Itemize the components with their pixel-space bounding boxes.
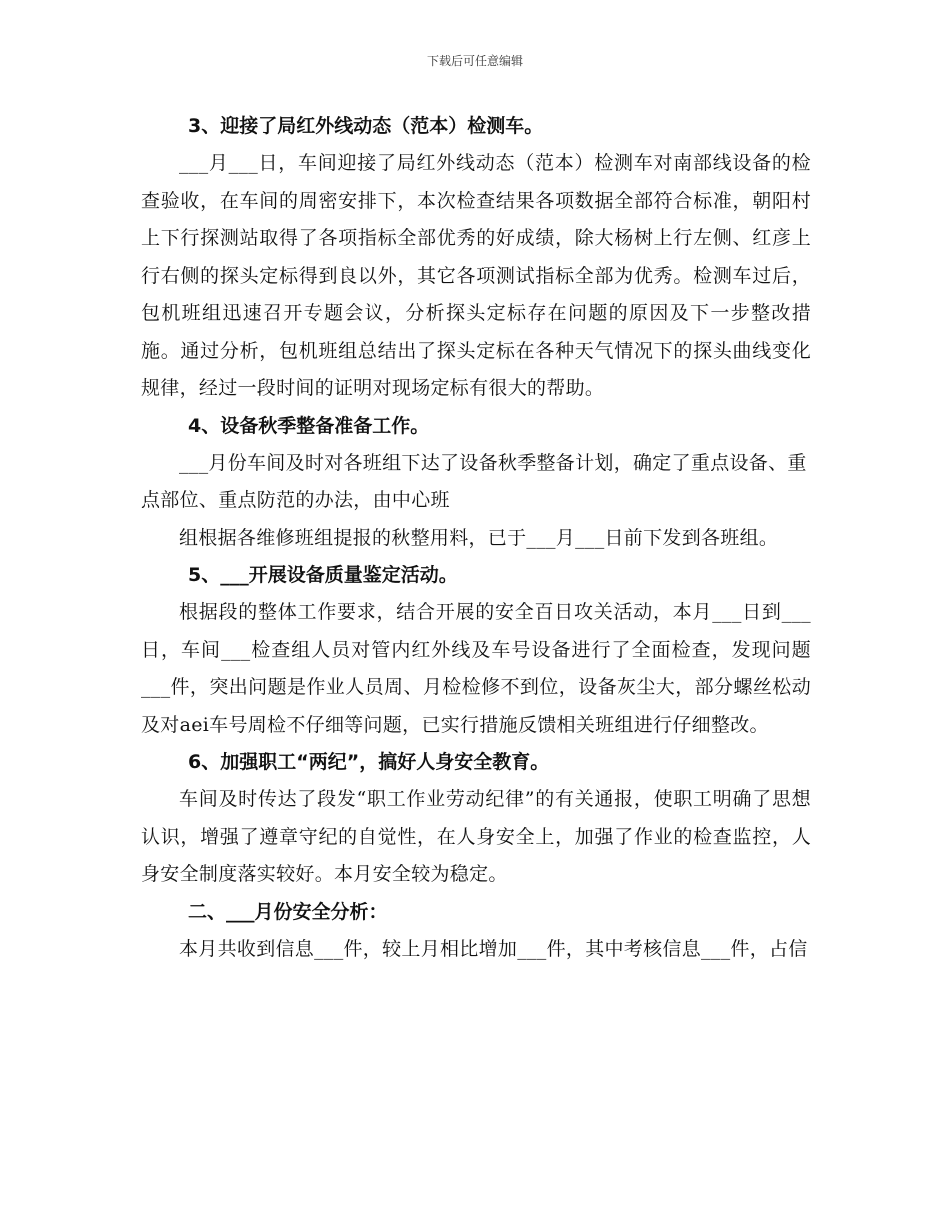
section-heading-6: 6、加强职工“两纪”，搞好人身安全教育。 — [188, 751, 550, 773]
paragraph-safety-analysis: 本月共收到信息___件，较上月相比增加___件，其中考核信息___件，占信 — [179, 937, 808, 960]
paragraph-safety-education: 车间及时传达了段发“职工作业劳动纪律”的有关通报，使职工明确了思想认识，增强了遵章守纪的自觉性，在人身安全上，加强了作业的检查监控，人身安全制度落实较好。本月安全较为稳定。 — [141, 788, 811, 885]
paragraph-autumn-plan: ___月份车间及时对各班组下达了设备秋季整备计划，确定了重点设备、重点部位、重点防范的办法，由中心班 — [141, 451, 807, 511]
page-header: 下载后可任意编辑 — [426, 54, 523, 68]
paragraph-autumn-materials: 组根据各维修班组提报的秋整用料，已于___月___日前下发到各班组。 — [179, 526, 779, 549]
document-body — [141, 108, 811, 968]
section-heading-3: 3、迎接了局红外线动态（范本）检测车。 — [188, 115, 544, 137]
section-heading-5: 5、___开展设备质量鉴定活动。 — [188, 564, 458, 586]
section-heading-safety-analysis: 二、___月份安全分析： — [188, 900, 388, 923]
paragraph-inspection-car: ___月___日，车间迎接了局红外线动态（范本）检测车对南部线设备的检查验收，在车间的周密安排下，本次检查结果各项数据全部符合标准，朝阳村上下行探测站取得了各项指标全部优秀的好成绩，除大杨树上行左侧、红彦上行右侧的探头定标得到良以外，其它各项测试指标全部为优秀。检测车过后，包机班组迅速召开专题会议，分析探头定标存在问题的原因及下一步整改措施。通过分析，包机班组总结出了探头定标在各种天气情况下的探头曲线变化规律，经过一段时间的证明对现场定标有很大的帮助。 — [141, 152, 811, 399]
section-heading-4: 4、设备秋季整备准备工作。 — [188, 414, 430, 437]
paragraph-quality-check: 根据段的整体工作要求，结合开展的安全百日攻关活动，本月___日到___日，车间___检查组人员对管内红外线及车号设备进行了全面检查，发现问题___件，突出问题是作业人员周、月检检修不到位，设备灰尘大，部分螺丝松动及对aei车号周检不仔细等问题，已实行措施反馈相关班组进行仔细整改。 — [141, 601, 811, 736]
